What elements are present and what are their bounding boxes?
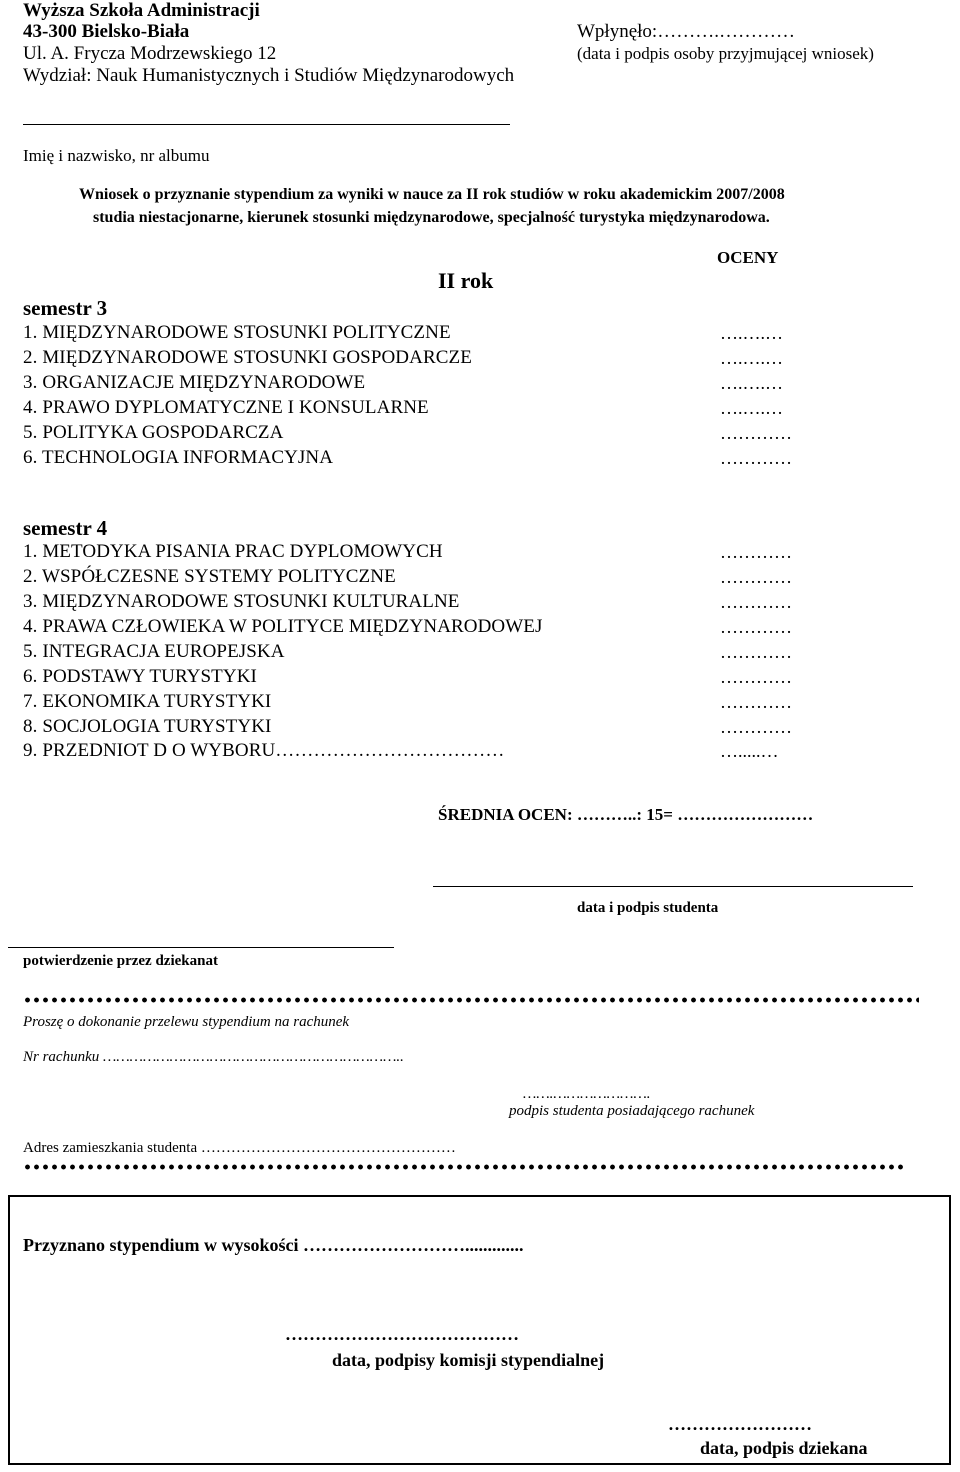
grade-field[interactable]: ….….… — [720, 373, 783, 393]
list-item — [23, 691, 271, 713]
grade-field[interactable]: ………… — [720, 717, 792, 737]
list-item — [23, 397, 429, 419]
grade-field[interactable]: ….….… — [720, 323, 783, 343]
holder-signature-label: podpis studenta posiadającego rachunek — [509, 1103, 755, 1119]
holder-signature-field[interactable]: …….…………………. — [523, 1086, 651, 1102]
list-item — [23, 641, 285, 663]
subject-number: 4. — [23, 616, 38, 637]
grade-field[interactable]: ………… — [720, 592, 792, 612]
year-label: II rok — [438, 268, 494, 293]
received-note: (data i podpis osoby przyjmującej wniosek) — [577, 44, 874, 63]
subject-name: TECHNOLOGIA INFORMACYJNA — [41, 447, 334, 468]
list-item — [23, 616, 542, 638]
transfer-request: Proszę o dokonanie przelewu stypendium na rachunek — [23, 1014, 350, 1030]
subject-number: 9. — [23, 740, 38, 761]
grade-field[interactable]: ………… — [720, 642, 792, 662]
list-item — [23, 541, 443, 563]
school-city: 43-300 Bielsko-Biała — [23, 21, 190, 42]
list-item — [23, 372, 365, 394]
dean-signature-label: data, podpis dziekana — [700, 1438, 868, 1458]
school-street: Ul. A. Frycza Modrzewskiego 12 — [23, 43, 277, 64]
subject-name: MIĘDZYNARODOWE STOSUNKI GOSPODARCZE — [42, 347, 472, 368]
dotted-separator — [23, 997, 919, 1003]
grade-field[interactable]: ………… — [720, 692, 792, 712]
subject-name: PRAWA CZŁOWIEKA W POLITYCE MIĘDZYNARODOWEJ — [42, 616, 543, 637]
subject-number: 6. — [23, 447, 38, 468]
subject-name: WSPÓŁCZESNE SYSTEMY POLITYCZNE — [41, 566, 396, 587]
committee-signature-label: data, podpisy komisji stypendialnej — [332, 1350, 605, 1370]
subject-name: PRAWO DYPLOMATYCZNE I KONSULARNE — [42, 397, 429, 418]
subject-name: POLITYKA GOSPODARCZA — [42, 422, 284, 443]
list-item — [23, 716, 271, 738]
subject-name: ORGANIZACJE MIĘDZYNARODOWE — [42, 372, 366, 393]
granted-amount-field[interactable]: Przyznano stypendium w wysokości ………………………............. — [23, 1235, 524, 1255]
grade-field[interactable]: ………… — [720, 542, 792, 562]
school-name: Wyższa Szkoła Administracji — [23, 0, 260, 21]
list-item — [23, 566, 396, 588]
subject-number: 8. — [23, 716, 38, 737]
dean-confirmation-label: potwierdzenie przez dziekanat — [23, 953, 218, 969]
subject-number: 5. — [23, 641, 38, 662]
subject-name: INTEGRACJA EUROPEJSKA — [42, 641, 285, 662]
faculty-name: Wydział: Nauk Humanistycznych i Studiów Międzynarodowych — [23, 65, 515, 86]
subject-number: 6. — [23, 666, 38, 687]
semester-3-label: semestr 3 — [23, 296, 108, 320]
student-name-line[interactable] — [23, 124, 510, 125]
subject-number: 3. — [23, 372, 38, 393]
list-item — [23, 591, 459, 613]
grade-field[interactable]: ………… — [720, 667, 792, 687]
grade-field[interactable]: ….....… — [720, 741, 779, 761]
grade-field[interactable]: ….….… — [720, 348, 783, 368]
student-name-label: Imię i nazwisko, nr albumu — [23, 146, 210, 165]
dean-confirmation-line[interactable] — [8, 947, 394, 948]
application-subtitle: studia niestacjonarne, kierunek stosunki międzynarodowe, specjalność turystyka międzynarodowa. — [93, 209, 770, 226]
subject-number: 2. — [23, 347, 38, 368]
subject-name: MIĘDZYNARODOWE STOSUNKI POLITYCZNE — [42, 322, 451, 343]
student-signature-line[interactable] — [433, 886, 913, 887]
grade-field[interactable]: ………… — [720, 567, 792, 587]
list-item — [23, 322, 451, 344]
received-label: Wpłynęło:……….………… — [577, 21, 795, 42]
subject-name: PRZEDNIOT D O WYBORU……………………………… — [42, 740, 505, 761]
student-address-field[interactable]: Adres zamieszkania studenta …………………………………………… — [23, 1140, 456, 1156]
subject-name: MIĘDZYNARODOWE STOSUNKI KULTURALNE — [42, 591, 460, 612]
subject-number: 3. — [23, 591, 38, 612]
committee-signature-field[interactable]: ………………………………… — [285, 1324, 519, 1344]
grades-header: OCENY — [717, 248, 779, 267]
grade-field[interactable]: ………… — [720, 423, 792, 443]
list-item — [23, 447, 333, 469]
student-signature-label: data i podpis studenta — [577, 900, 719, 916]
subject-number: 7. — [23, 691, 38, 712]
average-grade[interactable]: ŚREDNIA OCEN: ………..: 15= …………………… — [438, 805, 814, 824]
dotted-separator — [23, 1164, 907, 1170]
subject-name: EKONOMIKA TURYSTYKI — [42, 691, 272, 712]
grade-field[interactable]: ………… — [720, 448, 792, 468]
subject-name: METODYKA PISANIA PRAC DYPLOMOWYCH — [42, 541, 443, 562]
account-number-field[interactable]: Nr rachunku ………………………………………………………….. — [23, 1049, 404, 1065]
list-item — [23, 347, 472, 369]
subject-number: 2. — [23, 566, 38, 587]
subject-name: SOCJOLOGIA TURYSTYKI — [42, 716, 272, 737]
subject-number: 4. — [23, 397, 38, 418]
subject-name: PODSTAWY TURYSTYKI — [42, 666, 257, 687]
subject-number: 1. — [23, 322, 38, 343]
application-title: Wniosek o przyznanie stypendium za wyniki w nauce za II rok studiów w roku akademickim 2007/2008 — [79, 186, 785, 203]
grade-field[interactable]: ….….… — [720, 398, 783, 418]
subject-number: 5. — [23, 422, 38, 443]
list-item — [23, 740, 505, 762]
list-item — [23, 422, 283, 444]
grade-field[interactable]: ………… — [720, 617, 792, 637]
subject-number: 1. — [23, 541, 38, 562]
semester-4-label: semestr 4 — [23, 516, 108, 540]
list-item — [23, 666, 257, 688]
dean-signature-field[interactable]: …………………… — [668, 1414, 812, 1434]
